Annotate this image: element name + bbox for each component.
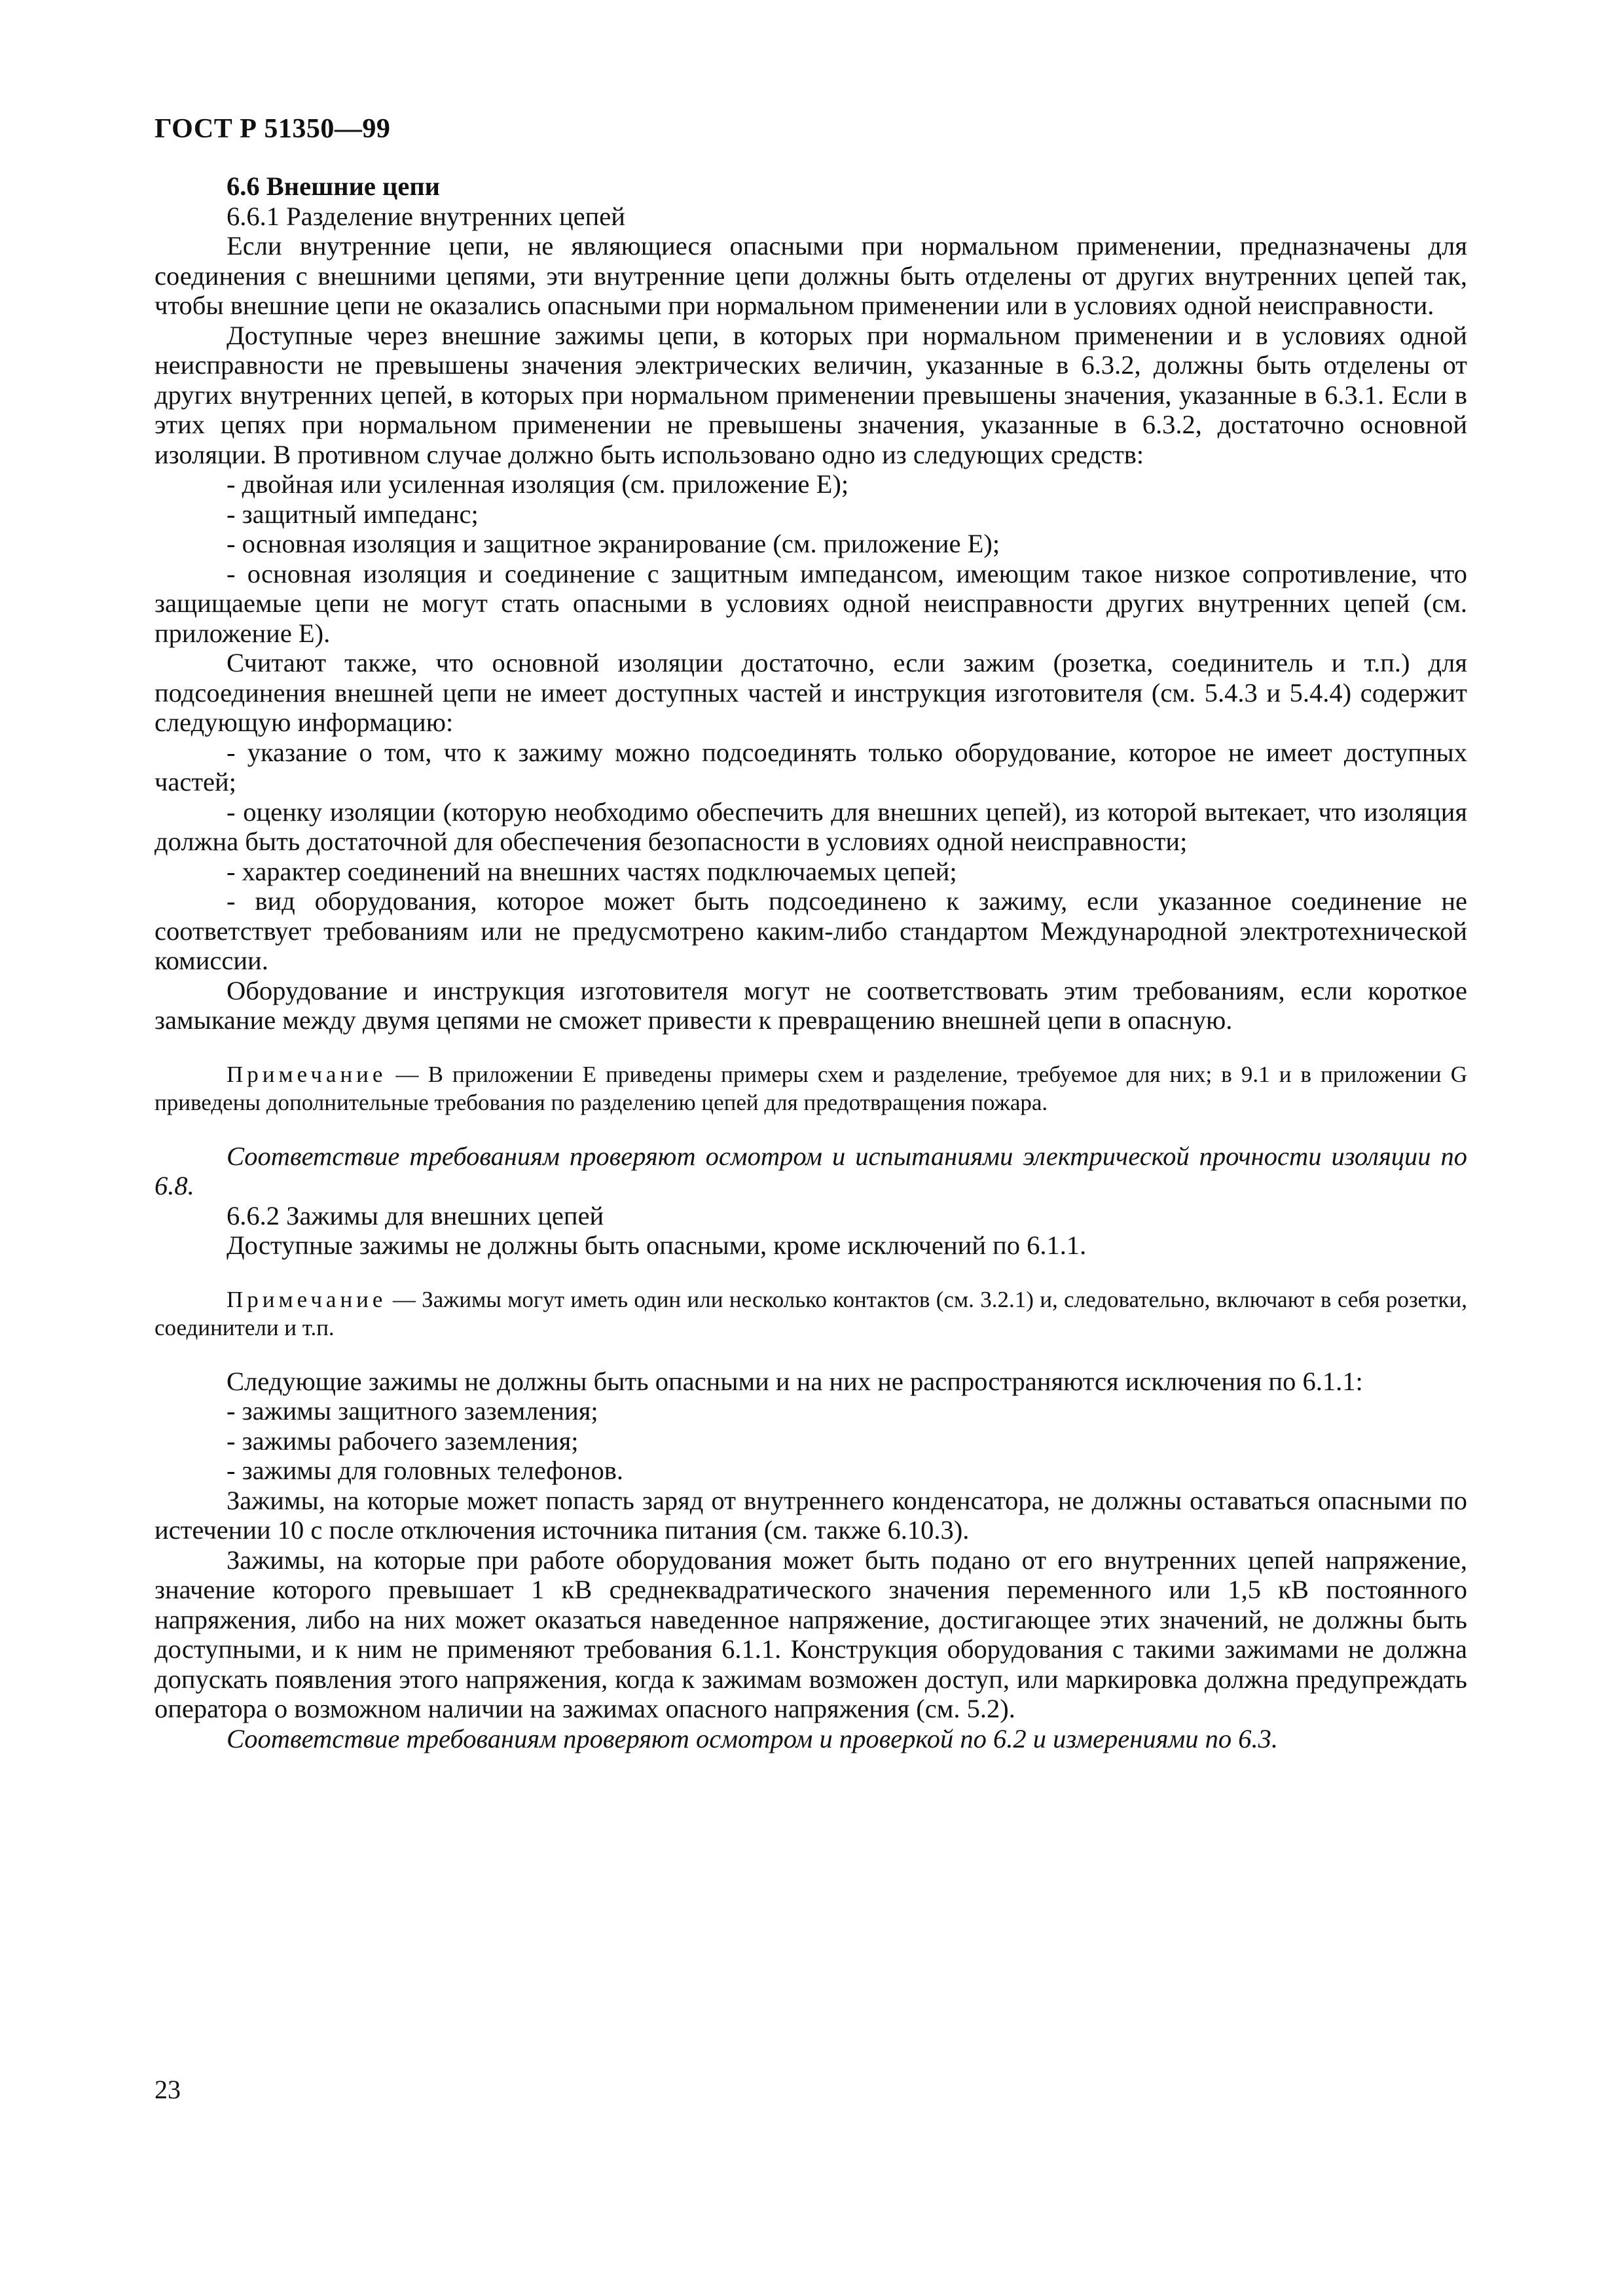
- list-item: - вид оборудования, которое может быть подсоединено к зажиму, если указанное соединение не соответствует требованиям или не предусмотрено каким-либо стандартом Международной электротехнической комиссии.: [155, 886, 1467, 975]
- compliance-check-2: Соответствие требованиям проверяют осмотром и проверкой по 6.2 и измерениями по 6.3.: [227, 1723, 1279, 1753]
- compliance-check-1: Соответствие требованиям проверяют осмотром и испытаниями электрической прочности изоляции по 6.8.: [155, 1141, 1467, 1200]
- paragraph-6: Следующие зажимы не должны быть опасными и на них не распространяются исключения по 6.1.1:: [227, 1366, 1363, 1396]
- note-label: Примечание: [227, 1286, 387, 1312]
- list-item: - оценку изоляции (которую необходимо обеспечить для внешних цепей), из которой вытекает, что изоляция должна быть достаточной для обеспечения безопасности в условиях одной неисправности;: [155, 797, 1467, 856]
- note-text: — Зажимы могут иметь один или несколько контактов (см. 3.2.1) и, следовательно, включают в себя розетки, соединители и т.п.: [155, 1286, 1467, 1340]
- list-item: - основная изоляция и соединение с защитным импедансом, имеющим такое низкое сопротивление, что защищаемые цепи не могут стать опасными в условиях одной неисправности других внутренних цепей (см. приложение Е).: [155, 558, 1467, 648]
- list-item: - основная изоляция и защитное экранирование (см. приложение Е);: [227, 529, 1000, 558]
- note-text: — В приложении Е приведены примеры схем и разделение, требуемое для них; в 9.1 и в приложении G приведены дополнительные требования по разделению цепей для предотвращения пожара.: [155, 1061, 1467, 1115]
- paragraph-8: Зажимы, на которые при работе оборудования может быть подано от его внутренних цепей напряжение, значение которого превышает 1 кВ среднеквадратического значения переменного или 1,5 кВ постоянного напряжения, либо на них может оказаться наведенное напряжение, достигающее этих значений, не должны быть доступными, и к ним не применяют требования 6.1.1. Конструкция оборудования с такими зажимами не должна допускать появления этого напряжения, когда к зажимам возможен доступ, или маркировка должна предупреждать оператора о возможном наличии на зажимах опасного напряжения (см. 5.2).: [155, 1545, 1467, 1723]
- terminals-list: [155, 1396, 1467, 1486]
- list-item: - защитный импеданс;: [227, 499, 479, 529]
- subsection-heading-6-6-2: 6.6.2 Зажимы для внешних цепей: [227, 1200, 604, 1230]
- list-item: - указание о том, что к зажиму можно подсоединять только оборудование, которое не имеет доступных частей;: [155, 737, 1467, 797]
- paragraph-7: Зажимы, на которые может попасть заряд от внутреннего конденсатора, не должны оставаться опасными по истечении 10 с после отключения источника питания (см. также 6.10.3).: [155, 1485, 1467, 1545]
- note-label: Примечание: [227, 1061, 387, 1087]
- list-item: - зажимы защитного заземления;: [227, 1396, 598, 1426]
- note-1: [155, 1060, 1467, 1117]
- paragraph-3: Считают также, что основной изоляции достаточно, если зажим (розетка, соединитель и т.п.) для подсоединения внешней цепи не имеет доступных частей и инструкция изготовителя (см. 5.4.3 и 5.4.4) содержит следующую информацию:: [155, 648, 1467, 737]
- paragraph-5: Доступные зажимы не должны быть опасными, кроме исключений по 6.1.1.: [227, 1230, 1087, 1260]
- instruction-list: [155, 738, 1467, 976]
- section-heading: 6.6 Внешние цепи: [227, 171, 441, 201]
- list-item: - зажимы рабочего заземления;: [227, 1426, 579, 1456]
- document-body: [155, 171, 1467, 1753]
- page-number: 23: [155, 2075, 181, 2104]
- list-item: - зажимы для головных телефонов.: [227, 1456, 623, 1485]
- paragraph-4: Оборудование и инструкция изготовителя могут не соответствовать этим требованиям, если короткое замыкание между двумя цепями не сможет привести к превращению внешней цепи в опасную.: [155, 975, 1467, 1035]
- means-list: [155, 469, 1467, 648]
- subsection-heading-6-6-1: 6.6.1 Разделение внутренних цепей: [227, 201, 625, 231]
- list-item: - характер соединений на внешних частях подключаемых цепей;: [227, 856, 957, 886]
- list-item: - двойная или усиленная изоляция (см. приложение Е);: [227, 469, 849, 499]
- note-2: [155, 1285, 1467, 1342]
- paragraph-2: Доступные через внешние зажимы цепи, в которых при нормальном применении и в условиях одной неисправности не превышены значения электрических величин, указанные в 6.3.2, должны быть отделены от других внутренних цепей, в которых при нормальном применении превышены значения, указанные в 6.3.1. Если в этих цепях при нормальном применении не превышены значения, указанные в 6.3.2, достаточно основной изоляции. В противном случае должно быть использовано одно из следующих средств:: [155, 320, 1467, 469]
- paragraph-1: Если внутренние цепи, не являющиеся опасными при нормальном применении, предназначены для соединения с внешними цепями, эти внутренние цепи должны быть отделены от других внутренних цепей так, чтобы внешние цепи не оказались опасными при нормальном применении или в условиях одной неисправности.: [155, 231, 1467, 320]
- document-header: ГОСТ Р 51350—99: [155, 114, 391, 144]
